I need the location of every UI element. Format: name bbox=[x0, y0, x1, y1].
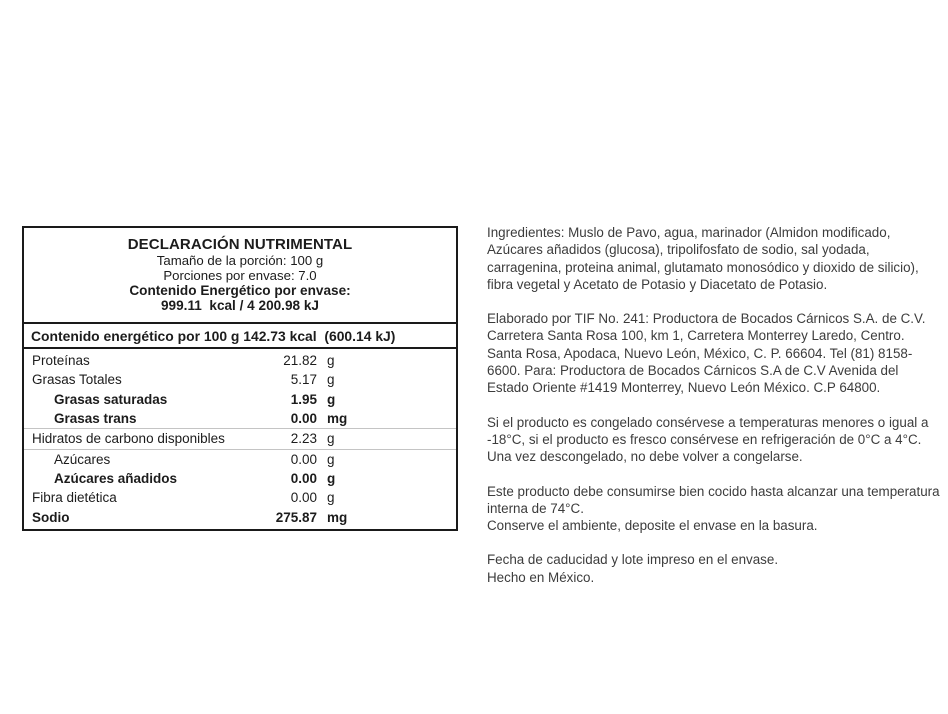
info-line: Fecha de caducidad y lote impreso en el envase. bbox=[487, 552, 779, 568]
nutrient-unit: g bbox=[327, 470, 336, 486]
nutrient-name: Grasas Totales bbox=[32, 372, 122, 388]
info-line: Ingredientes: Muslo de Pavo, agua, marinador (Almidon modificado, Azúcares añadidos (glucosa), tripolifosfato de sodio, sal yodada, carragenina, proteina animal, glutamato monosódico y dioxido de silicio), fibra vegetal y Acetato de Potasio y Diacetato de Potasio. bbox=[487, 225, 919, 292]
nutrient-name: Fibra dietética bbox=[32, 490, 117, 506]
nutrient-name: Sodio bbox=[32, 509, 70, 525]
info-paragraph bbox=[487, 224, 940, 293]
nutrient-row bbox=[24, 370, 456, 389]
nutrient-value: 0.00 bbox=[290, 490, 317, 506]
nutrient-row bbox=[24, 390, 456, 409]
energy-per-container-value: 999.11 kcal / 4 200.98 kJ bbox=[161, 298, 319, 314]
nutrient-value: 21.82 bbox=[283, 352, 317, 368]
nutrient-unit: g bbox=[327, 490, 335, 506]
servings-per-container: Porciones por envase: 7.0 bbox=[163, 267, 317, 283]
nutrient-row bbox=[24, 508, 456, 527]
nutrient-row bbox=[24, 469, 456, 488]
nutrient-unit: g bbox=[327, 352, 335, 368]
serving-size: Tamaño de la porción: 100 g bbox=[156, 252, 324, 268]
nutrient-unit: mg bbox=[327, 509, 348, 525]
info-paragraph bbox=[487, 414, 940, 466]
nutrient-value: 0.00 bbox=[290, 470, 317, 486]
info-paragraph bbox=[487, 310, 940, 396]
nutrient-value: 2.23 bbox=[290, 431, 317, 447]
product-info-text bbox=[487, 224, 940, 586]
nutrient-unit: mg bbox=[327, 410, 348, 426]
nutrient-name: Hidratos de carbono disponibles bbox=[32, 431, 225, 447]
nutrient-name: Grasas trans bbox=[54, 410, 137, 426]
info-paragraph bbox=[487, 483, 940, 535]
info-line: Elaborado por TIF No. 241: Productora de Bocados Cárnicos S.A. de C.V. Carretera Santa Rosa 100, km 1, Carretera Monterrey Laredo, Centro. Santa Rosa, Apodaca, Nuevo León, México, C. P. 66604. Tel (81) 8158-6600. Para: Productora de Bocados Cárnicos S.A de C.V Avenida del Estado Oriente #1419 Monterrey, Nuevo León México. C.P 64800. bbox=[487, 311, 926, 396]
nutrient-value: 5.17 bbox=[290, 372, 317, 388]
nutrient-value: 275.87 bbox=[275, 509, 317, 525]
nutrient-value: 1.95 bbox=[290, 391, 317, 407]
label-title: DECLARACIÓN NUTRIMENTAL bbox=[127, 235, 353, 253]
nutrient-row bbox=[24, 351, 456, 370]
info-line: Hecho en México. bbox=[487, 569, 595, 585]
nutrient-name: Grasas saturadas bbox=[54, 391, 168, 407]
nutrient-value: 0.00 bbox=[290, 451, 317, 467]
nutrient-unit: g bbox=[327, 391, 336, 407]
table-header bbox=[24, 228, 456, 322]
nutrient-unit: g bbox=[327, 431, 335, 447]
energy-per-container-label: Contenido Energético por envase: bbox=[129, 283, 351, 299]
info-line: Este producto debe consumirse bien cocido hasta alcanzar una temperatura interna de 74°C. bbox=[487, 483, 940, 516]
info-line: Si el producto es congelado consérvese a temperaturas menores o igual a -18°C, si el producto es fresco consérvese en refrigeración de 0°C a 4°C. Una vez descongelado, no debe volver a congelarse. bbox=[487, 414, 929, 465]
nutrient-unit: g bbox=[327, 451, 335, 467]
nutrient-row bbox=[24, 488, 456, 507]
nutrient-name: Proteínas bbox=[32, 352, 90, 368]
info-paragraph bbox=[487, 551, 940, 586]
nutrient-unit: g bbox=[327, 372, 335, 388]
nutrient-row bbox=[24, 409, 456, 428]
nutrient-value: 0.00 bbox=[290, 410, 317, 426]
nutrient-rows bbox=[24, 349, 456, 529]
nutrient-row bbox=[24, 449, 456, 469]
nutrient-name: Azúcares bbox=[54, 451, 111, 467]
nutrient-name: Azúcares añadidos bbox=[54, 470, 178, 486]
info-line: Conserve el ambiente, deposite el envase en la basura. bbox=[487, 518, 818, 534]
energy-per-100g-row: Contenido energético por 100 g 142.73 kcal (600.14 kJ) bbox=[24, 322, 456, 349]
nutrient-row bbox=[24, 428, 456, 448]
nutrition-facts-table bbox=[22, 226, 458, 531]
